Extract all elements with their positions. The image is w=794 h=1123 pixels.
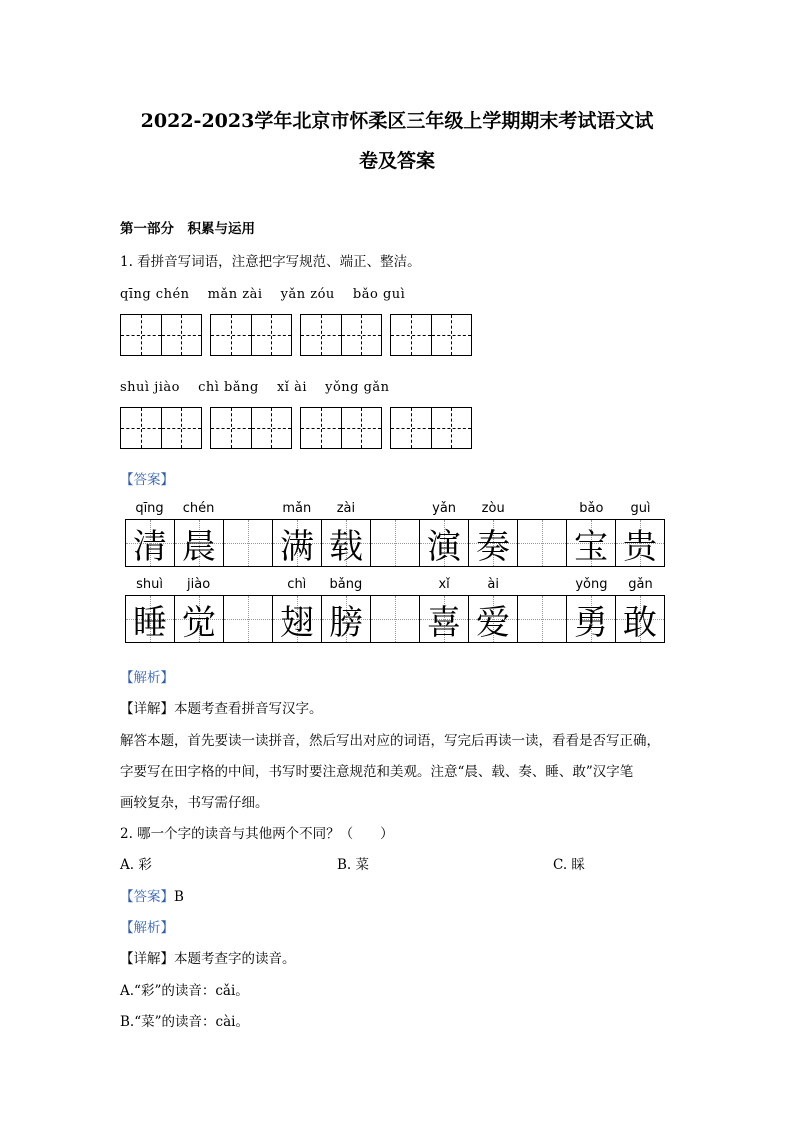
q1-answer-label: 【答案】 xyxy=(120,472,174,488)
answer-pinyin: chén xyxy=(182,501,215,516)
q1-explain-3: 画较复杂，书写需仔细。 xyxy=(120,795,269,811)
answer-character: 膀 xyxy=(329,602,363,643)
writing-grid-box xyxy=(210,314,292,356)
answer-pinyin: yǎn xyxy=(432,501,457,516)
q2-analysis-label: 【解析】 xyxy=(120,920,174,936)
answer-pinyin: gǎn xyxy=(628,577,653,592)
answer-cell xyxy=(126,520,175,566)
answer-pinyin: shuì xyxy=(136,577,163,592)
writing-grid-box xyxy=(390,314,472,356)
answer-cell xyxy=(273,520,322,566)
answer-pinyin: mǎn xyxy=(282,501,312,516)
answer-pinyin: zòu xyxy=(481,501,505,516)
answer-character: 觉 xyxy=(182,602,216,643)
answer-cell xyxy=(224,520,273,566)
answer-character: 演 xyxy=(427,526,461,567)
answer-character: 奏 xyxy=(476,526,510,567)
q2-stem: 2. 哪一个字的读音与其他两个不同？（ ） xyxy=(120,826,394,842)
answer-character: 清 xyxy=(133,526,167,567)
answer-character: 敢 xyxy=(623,602,657,643)
answer-grid-row xyxy=(125,595,665,643)
answer-cell xyxy=(175,596,224,642)
answer-character: 睡 xyxy=(133,602,167,643)
answer-character: 宝 xyxy=(574,526,608,567)
q2-option-c: C. 睬 xyxy=(553,857,585,873)
q1-stem: 1. 看拼音写词语，注意把字写规范、端正、整洁。 xyxy=(120,254,421,270)
answer-pinyin: chì xyxy=(287,577,307,592)
answer-character: 爱 xyxy=(476,602,510,643)
answer-cell xyxy=(224,596,273,642)
q1-explain-2: 字要写在田字格的中间，书写时要注意规范和美观。注意“晨、载、奏、睡、敢”汉字笔 xyxy=(120,764,634,780)
answer-pinyin: qīng xyxy=(135,501,164,516)
answer-character: 载 xyxy=(329,526,363,567)
answer-character: 晨 xyxy=(182,526,216,567)
q2-option-a: A. 彩 xyxy=(120,857,152,873)
title-line-2: 卷及答案 xyxy=(358,150,435,172)
answer-cell xyxy=(469,596,518,642)
q2-line-a: A.“彩”的读音：cǎi。 xyxy=(120,983,249,999)
q1-explain-1: 解答本题，首先要读一读拼音，然后写出对应的词语，写完后再读一读，看看是否写正确， xyxy=(120,733,660,749)
answer-cell xyxy=(126,596,175,642)
answer-character: 翅 xyxy=(280,602,314,643)
answer-cell xyxy=(322,596,371,642)
answer-cell xyxy=(616,596,664,642)
answer-cell xyxy=(567,520,616,566)
answer-cell xyxy=(371,596,420,642)
answer-pinyin: bǎo xyxy=(579,501,604,516)
title-line-1: 2022-2023学年北京市怀柔区三年级上学期期末考试语文试 xyxy=(140,110,654,132)
answer-pinyin: guì xyxy=(630,501,651,516)
writing-grid-box xyxy=(390,407,472,449)
q2-answer-value: B xyxy=(174,889,184,905)
answer-cell xyxy=(322,520,371,566)
q1-analysis-label: 【解析】 xyxy=(120,670,174,686)
answer-pinyin: jiào xyxy=(187,577,211,592)
answer-cell xyxy=(567,596,616,642)
answer-cell xyxy=(273,596,322,642)
q2-option-b: B. 菜 xyxy=(337,857,370,873)
answer-grid-row xyxy=(125,519,665,567)
answer-pinyin: zài xyxy=(336,501,356,516)
answer-character: 喜 xyxy=(427,602,461,643)
answer-character: 满 xyxy=(280,526,314,567)
q1-pinyin-row-1: qīng chén mǎn zài yǎn zóu bǎo guì xyxy=(120,287,406,302)
answer-cell xyxy=(616,520,664,566)
answer-pinyin: ài xyxy=(487,577,499,592)
answer-cell xyxy=(469,520,518,566)
answer-cell xyxy=(175,520,224,566)
writing-grid-box xyxy=(210,407,292,449)
answer-cell xyxy=(420,520,469,566)
answer-cell xyxy=(518,520,567,566)
answer-cell xyxy=(420,596,469,642)
writing-grid-box xyxy=(300,314,382,356)
q2-answer-label: 【答案】 xyxy=(120,889,174,905)
section-heading: 第一部分 积累与运用 xyxy=(120,221,255,237)
q1-detail: 【详解】本题考查看拼音写汉字。 xyxy=(120,701,323,717)
answer-pinyin: xǐ xyxy=(438,577,450,592)
q2-detail: 【详解】本题考查字的读音。 xyxy=(120,951,296,967)
writing-grid-box xyxy=(120,314,202,356)
answer-character: 贵 xyxy=(623,526,657,567)
answer-character: 勇 xyxy=(574,602,608,643)
q1-pinyin-row-2: shuì jiào chì bǎng xǐ ài yǒng gǎn xyxy=(120,380,390,395)
answer-pinyin: yǒng xyxy=(575,577,608,592)
q2-line-b: B.“菜”的读音：cài。 xyxy=(120,1014,249,1030)
writing-grid-box xyxy=(120,407,202,449)
q2-answer xyxy=(120,885,184,905)
answer-cell xyxy=(518,596,567,642)
writing-grid-box xyxy=(300,407,382,449)
answer-cell xyxy=(371,520,420,566)
answer-pinyin: bǎng xyxy=(329,577,363,592)
